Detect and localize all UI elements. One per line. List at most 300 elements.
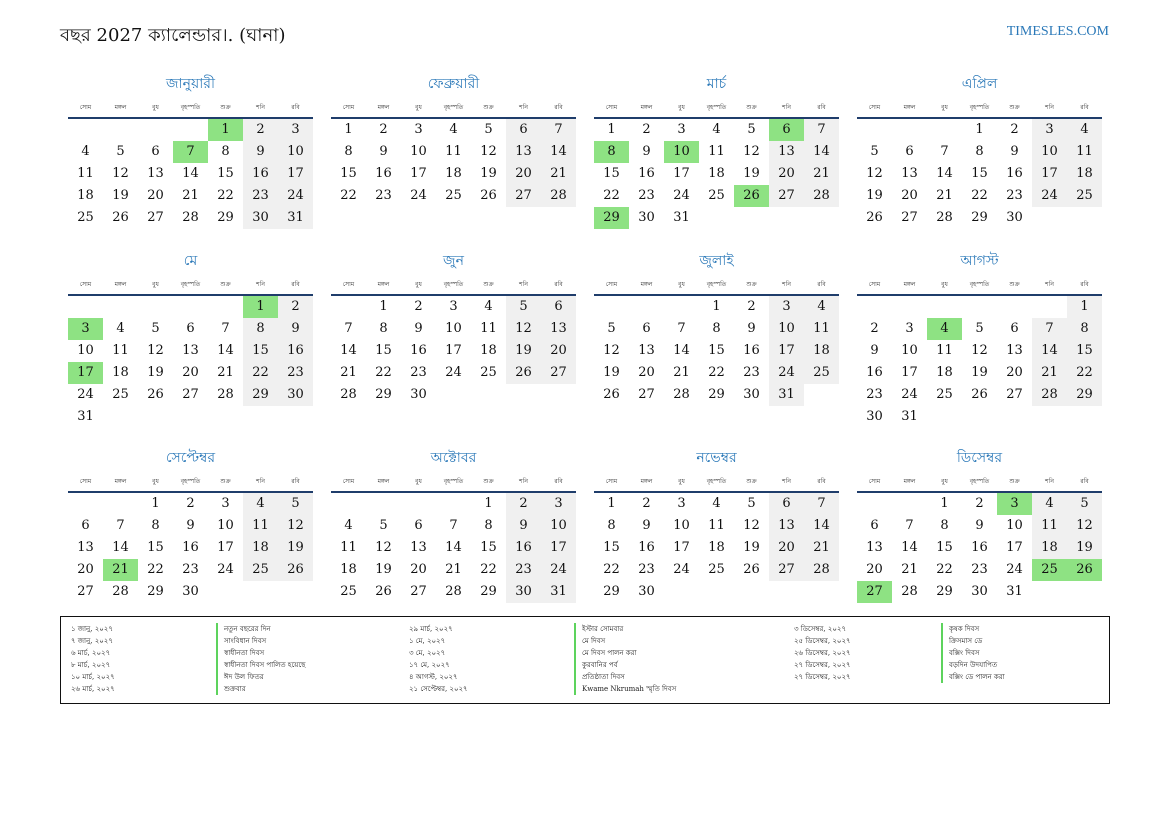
weekday-label: সোম bbox=[79, 104, 92, 111]
day-cell: 2 bbox=[975, 496, 984, 511]
day-cell: 28 bbox=[182, 210, 199, 225]
legend-holiday-name bbox=[574, 623, 676, 635]
empty-cell bbox=[857, 119, 892, 141]
day-cell: 23 bbox=[506, 559, 541, 581]
page-title: বছর 2027 ক্যালেন্ডার।. (ঘানা) bbox=[60, 25, 286, 46]
weekday-label: শুক্র bbox=[220, 281, 231, 288]
day-cell: 18 bbox=[708, 166, 725, 181]
day-cell: 31 bbox=[1006, 584, 1023, 599]
legend-marker bbox=[574, 671, 576, 683]
day-cell: 5 bbox=[747, 496, 756, 511]
legend-date: ৭ জানু, ২০২৭ bbox=[71, 637, 113, 645]
day-cell: 12 bbox=[147, 343, 164, 358]
day-cell: 27 bbox=[1006, 387, 1023, 402]
day-cell: 10 bbox=[1032, 141, 1067, 163]
legend-name-column bbox=[574, 623, 676, 695]
legend-marker bbox=[216, 683, 218, 695]
day-cell: 28 bbox=[541, 185, 576, 207]
day-cell: 24 bbox=[278, 185, 313, 207]
empty-cell bbox=[331, 296, 366, 318]
weekday-label: রবি bbox=[291, 281, 300, 288]
day-cell: 9 bbox=[278, 318, 313, 340]
day-cell: 14 bbox=[673, 343, 690, 358]
weekday-label: মঙ্গল bbox=[377, 281, 390, 288]
day-cell: 26 bbox=[112, 210, 129, 225]
day-cell: 19 bbox=[866, 188, 883, 203]
month-block bbox=[857, 74, 1102, 229]
day-cell: 14 bbox=[182, 166, 199, 181]
empty-cell bbox=[927, 296, 962, 318]
legend-date: ২৭ ডিসেম্বর, ২০২৭ bbox=[794, 673, 851, 681]
day-cell: 16 bbox=[638, 166, 655, 181]
day-grid bbox=[68, 296, 313, 428]
legend-holiday-label: শুক্রবার bbox=[224, 685, 246, 693]
legend-holiday-name bbox=[941, 623, 1005, 635]
day-cell: 2 bbox=[506, 493, 541, 515]
day-cell: 7 bbox=[905, 518, 914, 533]
day-cell: 14 bbox=[217, 343, 234, 358]
weekday-label: রবি bbox=[291, 104, 300, 111]
holiday-day-cell: 7 bbox=[173, 141, 208, 163]
legend-holiday-label: ক্রিসমাস ডে bbox=[949, 637, 983, 645]
day-cell: 24 bbox=[541, 559, 576, 581]
day-cell: 24 bbox=[410, 188, 427, 203]
day-cell: 22 bbox=[243, 362, 278, 384]
day-cell: 7 bbox=[804, 119, 839, 141]
day-cell: 2 bbox=[747, 299, 756, 314]
day-cell: 15 bbox=[603, 166, 620, 181]
legend-holiday-name bbox=[574, 683, 676, 695]
day-cell: 12 bbox=[112, 166, 129, 181]
month-name: নভেম্বর bbox=[696, 450, 737, 466]
day-cell: 5 bbox=[116, 144, 125, 159]
legend-date: ৮ মার্চ, ২০২৭ bbox=[71, 661, 111, 669]
day-cell: 22 bbox=[480, 562, 497, 577]
weekday-header bbox=[68, 274, 313, 296]
weekday-label: বৃহস্পতি bbox=[180, 104, 201, 111]
day-cell: 5 bbox=[506, 296, 541, 318]
day-cell: 9 bbox=[975, 518, 984, 533]
day-cell: 29 bbox=[217, 210, 234, 225]
day-cell: 15 bbox=[936, 540, 953, 555]
day-cell: 5 bbox=[607, 321, 616, 336]
day-cell: 5 bbox=[747, 122, 756, 137]
day-cell: 13 bbox=[1006, 343, 1023, 358]
day-cell: 10 bbox=[769, 318, 804, 340]
empty-cell bbox=[962, 296, 997, 318]
day-cell: 17 bbox=[217, 540, 234, 555]
day-cell: 14 bbox=[340, 343, 357, 358]
holiday-day-cell: 21 bbox=[103, 559, 138, 581]
day-cell: 9 bbox=[747, 321, 756, 336]
day-cell: 15 bbox=[375, 343, 392, 358]
day-cell: 4 bbox=[243, 493, 278, 515]
weekday-header bbox=[857, 97, 1102, 119]
empty-cell bbox=[208, 296, 243, 318]
day-cell: 23 bbox=[182, 562, 199, 577]
weekday-label: বৃহস্পতি bbox=[969, 104, 990, 111]
weekday-label: বুধ bbox=[678, 281, 685, 288]
day-cell: 11 bbox=[804, 318, 839, 340]
day-cell: 13 bbox=[410, 540, 427, 555]
day-cell: 22 bbox=[340, 188, 357, 203]
day-cell: 18 bbox=[340, 562, 357, 577]
weekday-header bbox=[857, 274, 1102, 296]
day-cell: 20 bbox=[769, 163, 804, 185]
day-cell: 9 bbox=[870, 343, 879, 358]
weekday-label: শনি bbox=[256, 478, 265, 485]
weekday-header bbox=[331, 274, 576, 296]
month-block bbox=[68, 448, 313, 603]
day-cell: 11 bbox=[708, 518, 725, 533]
legend-holiday-label: ঈদ উল ফিতর bbox=[224, 673, 264, 681]
empty-cell bbox=[103, 296, 138, 318]
day-cell: 23 bbox=[1006, 188, 1023, 203]
day-cell: 22 bbox=[603, 562, 620, 577]
legend-holiday-label: প্রতিষ্ঠাতা দিবস bbox=[582, 673, 625, 681]
site-link[interactable]: TIMESLES.COM bbox=[1006, 24, 1109, 39]
legend-holiday-name bbox=[941, 659, 1005, 671]
weekday-label: রবি bbox=[1080, 281, 1089, 288]
day-cell: 17 bbox=[1006, 540, 1023, 555]
weekday-label: বুধ bbox=[678, 478, 685, 485]
day-cell: 6 bbox=[642, 321, 651, 336]
legend-marker bbox=[216, 647, 218, 659]
holiday-day-cell: 27 bbox=[857, 581, 892, 603]
day-cell: 27 bbox=[147, 210, 164, 225]
day-cell: 27 bbox=[769, 185, 804, 207]
day-cell: 21 bbox=[804, 163, 839, 185]
legend-holiday-label: স্বাধীনতা দিবস bbox=[224, 649, 265, 657]
weekday-label: শনি bbox=[782, 478, 791, 485]
weekday-label: শুক্র bbox=[483, 281, 494, 288]
legend-holiday-label: স্বাধীনতা দিবস পালিত হয়েছে bbox=[224, 661, 306, 669]
month-name: অক্টোবর bbox=[430, 450, 477, 466]
day-cell: 10 bbox=[541, 515, 576, 537]
day-cell: 4 bbox=[712, 122, 721, 137]
weekday-header bbox=[857, 471, 1102, 493]
day-cell: 19 bbox=[112, 188, 129, 203]
weekday-label: রবি bbox=[817, 281, 826, 288]
day-cell: 29 bbox=[971, 210, 988, 225]
weekday-label: বুধ bbox=[152, 281, 159, 288]
day-cell: 13 bbox=[769, 515, 804, 537]
legend-holiday-label: সাংবিধান দিবস bbox=[224, 637, 267, 645]
day-cell: 3 bbox=[278, 119, 313, 141]
day-cell: 19 bbox=[743, 166, 760, 181]
empty-cell bbox=[401, 493, 436, 515]
day-cell: 8 bbox=[484, 518, 493, 533]
day-cell: 9 bbox=[642, 518, 651, 533]
empty-cell bbox=[892, 119, 927, 141]
legend-date: ১৭ মে, ২০২৭ bbox=[409, 661, 450, 669]
weekday-label: সোম bbox=[342, 281, 355, 288]
day-cell: 6 bbox=[905, 144, 914, 159]
weekday-label: শনি bbox=[782, 104, 791, 111]
day-cell: 10 bbox=[410, 144, 427, 159]
day-cell: 23 bbox=[638, 188, 655, 203]
day-cell: 14 bbox=[804, 141, 839, 163]
day-cell: 31 bbox=[77, 409, 94, 424]
day-cell: 9 bbox=[642, 144, 651, 159]
weekday-label: রবি bbox=[817, 104, 826, 111]
day-cell: 5 bbox=[870, 144, 879, 159]
legend-date: ৬ মার্চ, ২০২৭ bbox=[71, 649, 111, 657]
empty-cell bbox=[436, 493, 471, 515]
day-cell: 30 bbox=[410, 387, 427, 402]
legend-date: ১ মে, ২০২৭ bbox=[409, 637, 446, 645]
legend-holiday-label: Kwame Nkrumah স্মৃতি দিবস bbox=[582, 685, 677, 693]
day-cell: 23 bbox=[971, 562, 988, 577]
legend-holiday-name bbox=[941, 647, 1005, 659]
empty-cell bbox=[103, 119, 138, 141]
day-cell: 25 bbox=[708, 562, 725, 577]
day-cell: 18 bbox=[804, 340, 839, 362]
day-cell: 16 bbox=[866, 365, 883, 380]
weekday-label: রবি bbox=[554, 281, 563, 288]
day-cell: 17 bbox=[673, 540, 690, 555]
day-cell: 22 bbox=[971, 188, 988, 203]
day-cell: 11 bbox=[340, 540, 357, 555]
day-cell: 8 bbox=[1067, 318, 1102, 340]
day-cell: 8 bbox=[379, 321, 388, 336]
day-cell: 14 bbox=[1032, 340, 1067, 362]
day-cell: 13 bbox=[866, 540, 883, 555]
day-cell: 31 bbox=[673, 210, 690, 225]
day-cell: 18 bbox=[1032, 537, 1067, 559]
weekday-label: শনি bbox=[519, 104, 528, 111]
day-cell: 2 bbox=[379, 122, 388, 137]
day-cell: 22 bbox=[375, 365, 392, 380]
weekday-header bbox=[68, 97, 313, 119]
empty-cell bbox=[173, 296, 208, 318]
weekday-label: শুক্র bbox=[483, 478, 494, 485]
day-cell: 5 bbox=[379, 518, 388, 533]
weekday-label: সোম bbox=[868, 281, 881, 288]
day-cell: 1 bbox=[379, 299, 388, 314]
day-cell: 10 bbox=[673, 518, 690, 533]
day-cell: 23 bbox=[638, 562, 655, 577]
weekday-label: শনি bbox=[1045, 104, 1054, 111]
legend-holiday-label: কৃষক দিবস bbox=[949, 625, 980, 633]
legend-holiday-name bbox=[574, 659, 676, 671]
weekday-label: মঙ্গল bbox=[640, 104, 653, 111]
day-cell: 24 bbox=[901, 387, 918, 402]
legend-holiday-name bbox=[216, 635, 305, 647]
legend-marker bbox=[574, 635, 576, 647]
day-cell: 12 bbox=[971, 343, 988, 358]
day-cell: 18 bbox=[1067, 163, 1102, 185]
weekday-label: রবি bbox=[554, 104, 563, 111]
day-cell: 28 bbox=[112, 584, 129, 599]
legend-holiday-label: বক্সিং ডে পালন করা bbox=[949, 673, 1005, 681]
day-cell: 29 bbox=[936, 584, 953, 599]
empty-cell bbox=[331, 493, 366, 515]
day-cell: 19 bbox=[603, 365, 620, 380]
day-cell: 7 bbox=[344, 321, 353, 336]
weekday-label: শুক্র bbox=[220, 104, 231, 111]
weekday-label: মঙ্গল bbox=[377, 104, 390, 111]
legend-marker bbox=[216, 623, 218, 635]
weekday-label: শুক্র bbox=[746, 281, 757, 288]
day-cell: 6 bbox=[769, 493, 804, 515]
weekday-label: শুক্র bbox=[220, 478, 231, 485]
day-grid bbox=[331, 493, 576, 603]
weekday-label: শুক্র bbox=[1009, 104, 1020, 111]
day-cell: 22 bbox=[708, 365, 725, 380]
legend-date: ৪ আগস্ট, ২০২৭ bbox=[409, 673, 458, 681]
day-grid bbox=[68, 119, 313, 229]
empty-cell bbox=[366, 493, 401, 515]
day-cell: 10 bbox=[1006, 518, 1023, 533]
day-cell: 25 bbox=[1067, 185, 1102, 207]
legend-holiday-label: মে দিবস পালন করা bbox=[582, 649, 637, 657]
day-cell: 30 bbox=[1006, 210, 1023, 225]
weekday-label: বৃহস্পতি bbox=[706, 281, 727, 288]
weekday-label: মঙ্গল bbox=[114, 104, 127, 111]
day-cell: 2 bbox=[1010, 122, 1019, 137]
day-cell: 13 bbox=[769, 141, 804, 163]
holiday-day-cell: 10 bbox=[664, 141, 699, 163]
day-grid bbox=[331, 296, 576, 406]
weekday-label: বৃহস্পতি bbox=[180, 478, 201, 485]
day-cell: 4 bbox=[116, 321, 125, 336]
day-cell: 20 bbox=[506, 163, 541, 185]
day-cell: 16 bbox=[278, 340, 313, 362]
day-cell: 1 bbox=[484, 496, 493, 511]
day-cell: 11 bbox=[708, 144, 725, 159]
legend-holiday-name bbox=[574, 635, 676, 647]
day-grid bbox=[857, 296, 1102, 428]
day-cell: 15 bbox=[340, 166, 357, 181]
day-cell: 2 bbox=[186, 496, 195, 511]
weekday-label: রবি bbox=[1080, 478, 1089, 485]
weekday-label: সোম bbox=[868, 104, 881, 111]
day-cell: 15 bbox=[480, 540, 497, 555]
day-cell: 11 bbox=[480, 321, 497, 336]
day-cell: 30 bbox=[243, 207, 278, 229]
day-cell: 2 bbox=[278, 296, 313, 318]
month-name: জানুয়ারী bbox=[166, 76, 215, 92]
empty-cell bbox=[892, 296, 927, 318]
holiday-day-cell: 8 bbox=[594, 141, 629, 163]
day-cell: 19 bbox=[971, 365, 988, 380]
day-cell: 23 bbox=[410, 365, 427, 380]
day-cell: 29 bbox=[603, 584, 620, 599]
day-cell: 6 bbox=[186, 321, 195, 336]
legend-holiday-name bbox=[574, 671, 676, 683]
month-block bbox=[68, 74, 313, 229]
month-block bbox=[594, 74, 839, 229]
weekday-label: মঙ্গল bbox=[903, 104, 916, 111]
day-cell: 26 bbox=[971, 387, 988, 402]
legend-holiday-label: বক্সিং দিবস bbox=[949, 649, 980, 657]
weekday-label: বৃহস্পতি bbox=[180, 281, 201, 288]
day-cell: 8 bbox=[940, 518, 949, 533]
day-cell: 24 bbox=[673, 562, 690, 577]
holiday-day-cell: 1 bbox=[243, 296, 278, 318]
month-name: সেপ্টেম্বর bbox=[165, 450, 216, 466]
day-cell: 24 bbox=[77, 387, 94, 402]
day-cell: 20 bbox=[77, 562, 94, 577]
legend-marker bbox=[216, 659, 218, 671]
weekday-label: শনি bbox=[1045, 478, 1054, 485]
day-cell: 26 bbox=[506, 362, 541, 384]
holiday-day-cell: 17 bbox=[68, 362, 103, 384]
day-cell: 24 bbox=[769, 362, 804, 384]
day-cell: 6 bbox=[414, 518, 423, 533]
weekday-label: শনি bbox=[1045, 281, 1054, 288]
weekday-label: মঙ্গল bbox=[903, 281, 916, 288]
weekday-label: রবি bbox=[554, 478, 563, 485]
day-cell: 1 bbox=[712, 299, 721, 314]
legend-holiday-label: বড়দিন উদযাপিত bbox=[949, 661, 998, 669]
legend-holiday-name bbox=[216, 671, 305, 683]
day-grid bbox=[594, 296, 839, 406]
weekday-label: সোম bbox=[79, 281, 92, 288]
day-cell: 19 bbox=[480, 166, 497, 181]
day-cell: 4 bbox=[804, 296, 839, 318]
day-cell: 29 bbox=[1067, 384, 1102, 406]
day-grid bbox=[68, 493, 313, 603]
day-cell: 6 bbox=[506, 119, 541, 141]
day-cell: 28 bbox=[804, 185, 839, 207]
day-cell: 31 bbox=[541, 581, 576, 603]
day-cell: 20 bbox=[410, 562, 427, 577]
day-cell: 21 bbox=[936, 188, 953, 203]
day-cell: 25 bbox=[480, 365, 497, 380]
day-cell: 30 bbox=[638, 210, 655, 225]
empty-cell bbox=[68, 296, 103, 318]
holiday-day-cell: 29 bbox=[594, 207, 629, 229]
day-cell: 26 bbox=[147, 387, 164, 402]
day-cell: 25 bbox=[112, 387, 129, 402]
day-cell: 19 bbox=[743, 540, 760, 555]
day-cell: 20 bbox=[147, 188, 164, 203]
day-cell: 11 bbox=[77, 166, 94, 181]
weekday-label: বৃহস্পতি bbox=[706, 104, 727, 111]
day-cell: 28 bbox=[804, 559, 839, 581]
day-cell: 10 bbox=[77, 343, 94, 358]
day-cell: 18 bbox=[243, 537, 278, 559]
day-cell: 19 bbox=[375, 562, 392, 577]
weekday-header bbox=[594, 274, 839, 296]
day-cell: 3 bbox=[905, 321, 914, 336]
weekday-label: সোম bbox=[605, 104, 618, 111]
weekday-label: সোম bbox=[605, 478, 618, 485]
legend-holiday-name bbox=[216, 623, 305, 635]
legend-marker bbox=[574, 683, 576, 695]
day-cell: 14 bbox=[804, 515, 839, 537]
month-block bbox=[857, 251, 1102, 428]
day-cell: 23 bbox=[743, 365, 760, 380]
day-cell: 22 bbox=[936, 562, 953, 577]
empty-cell bbox=[68, 119, 103, 141]
weekday-label: মঙ্গল bbox=[640, 478, 653, 485]
day-cell: 21 bbox=[901, 562, 918, 577]
month-block bbox=[331, 74, 576, 207]
day-cell: 24 bbox=[1032, 185, 1067, 207]
day-cell: 5 bbox=[484, 122, 493, 137]
legend-date: ২১ সেপ্টেম্বর, ২০২৭ bbox=[409, 685, 468, 693]
legend-marker bbox=[574, 659, 576, 671]
day-cell: 27 bbox=[638, 387, 655, 402]
day-cell: 26 bbox=[278, 559, 313, 581]
day-cell: 3 bbox=[541, 493, 576, 515]
day-cell: 21 bbox=[673, 365, 690, 380]
month-block bbox=[594, 448, 839, 603]
legend-holiday-name bbox=[216, 659, 305, 671]
